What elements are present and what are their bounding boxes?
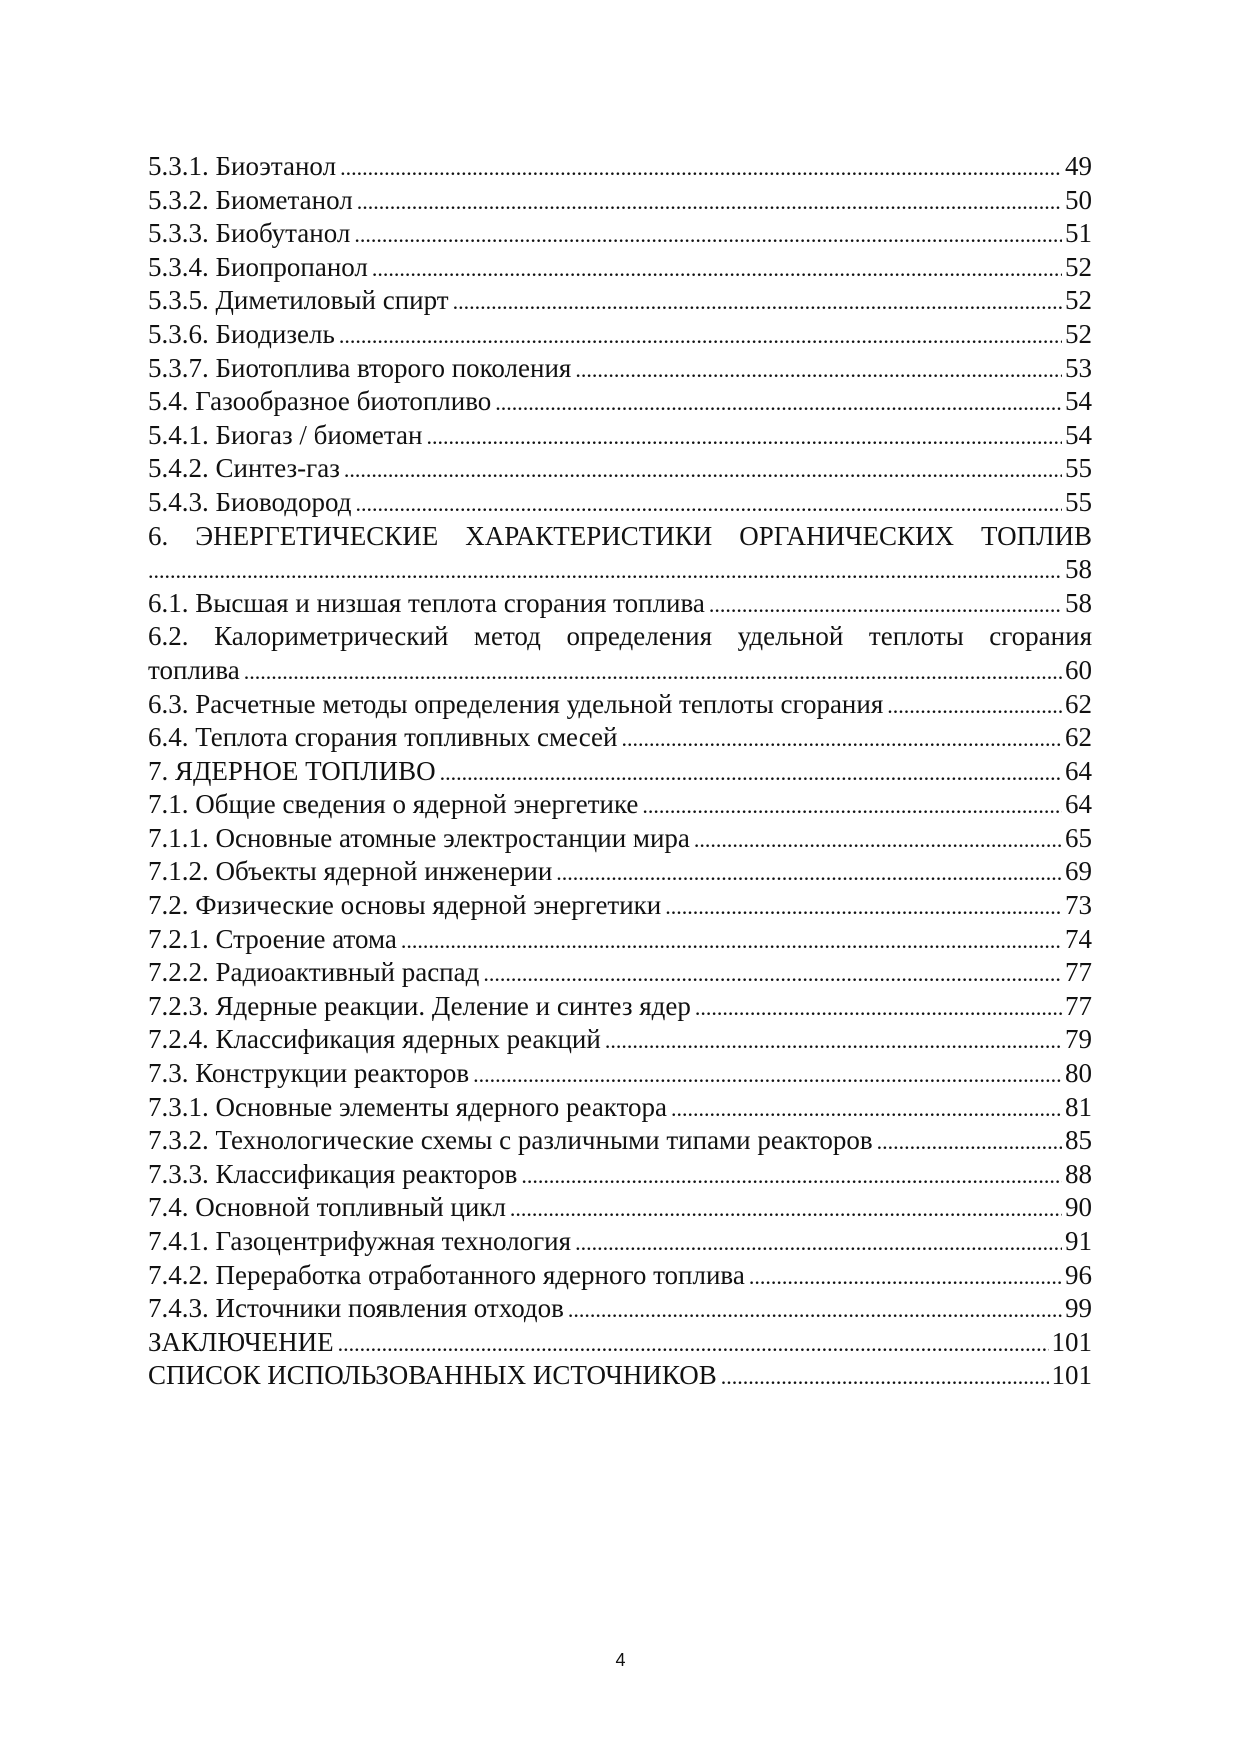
toc-entry-title: 5.4. Газообразное биотопливо <box>148 386 492 417</box>
toc-leader-dots <box>339 319 1062 352</box>
toc-entry-page: 64 <box>1065 789 1092 820</box>
page-number: 4 <box>615 1650 626 1670</box>
toc-entry-page: 50 <box>1065 184 1092 215</box>
toc-entry-page: 90 <box>1065 1192 1092 1223</box>
toc-entry[interactable] <box>148 1259 1092 1293</box>
toc-entry[interactable] <box>148 889 1092 923</box>
toc-leader-dots <box>665 890 1062 923</box>
toc-leader-dots <box>671 1092 1062 1125</box>
toc-leader-dots <box>473 1058 1062 1091</box>
toc-entry-heading-line[interactable] <box>148 520 1092 554</box>
toc-entry-title: 5.3.1. Биоэтанол <box>148 151 337 181</box>
toc-entry[interactable] <box>148 587 1092 621</box>
toc-entry[interactable] <box>148 1359 1092 1393</box>
toc-entry-page: 52 <box>1065 318 1092 349</box>
toc-entry-title: 7. ЯДЕРНОЕ ТОПЛИВО <box>148 755 436 786</box>
toc-leader-dots <box>495 386 1062 419</box>
toc-entry-title: 7.2.3. Ядерные реакции. Деление и синтез ядер <box>148 990 691 1021</box>
toc-leader-dots <box>401 924 1062 957</box>
toc-entry-page: 99 <box>1065 1293 1092 1324</box>
toc-entry[interactable] <box>148 486 1092 520</box>
toc-leader-dots <box>695 991 1062 1024</box>
toc-leader-dots <box>244 655 1062 688</box>
toc-entry-title: 6. ЭНЕРГЕТИЧЕСКИЕ ХАРАКТЕРИСТИКИ ОРГАНИЧЕСКИХ ТОПЛИВ <box>148 520 1092 551</box>
toc-leader-dots <box>148 554 1062 587</box>
toc-entry-title: 7.4.2. Переработка отработанного ядерного топлива <box>148 1259 745 1290</box>
toc-entry-title: 7.3.1. Основные элементы ядерного реактора <box>148 1091 667 1122</box>
toc-entry-title: СПИСОК ИСПОЛЬЗОВАННЫХ ИСТОЧНИКОВ <box>148 1360 717 1391</box>
toc-entry-title: 5.4.2. Синтез-газ <box>148 453 340 484</box>
toc-leader-dots <box>877 1125 1062 1158</box>
toc-entry-title: 7.2.4. Классификация ядерных реакций <box>148 1024 601 1055</box>
toc-entry-title: 6.2. Калориметрический метод определения удельной теплоты сгорания <box>148 621 1092 652</box>
toc-entry-title: 5.4.1. Биогаз / биометан <box>148 419 423 450</box>
toc-entry-title: 5.3.7. Биотоплива второго поколения <box>148 352 572 383</box>
toc-entry-title: 7.2.2. Радиоактивный распад <box>148 957 480 988</box>
toc-entry-title: ЗАКЛЮЧЕНИЕ <box>148 1326 334 1357</box>
toc-entry-title: 7.2.1. Строение атома <box>148 923 397 954</box>
toc-leader-dots <box>483 957 1062 990</box>
toc-entry[interactable] <box>148 1124 1092 1158</box>
toc-entry-title: 7.1. Общие сведения о ядерной энергетике <box>148 789 639 820</box>
toc-entry-title: 7.4. Основной топливный цикл <box>148 1192 506 1223</box>
toc-leader-dots <box>338 1327 1049 1360</box>
toc-entry[interactable] <box>148 855 1092 889</box>
toc-entry-page: 79 <box>1065 1024 1092 1055</box>
toc-entry-title: 7.3.3. Классификация реакторов <box>148 1158 518 1189</box>
toc-entry[interactable] <box>148 1292 1092 1326</box>
toc-entry-page: 81 <box>1065 1091 1092 1122</box>
toc-leader-dots <box>426 420 1062 453</box>
toc-entry-title: 7.4.3. Источники появления отходов <box>148 1293 564 1324</box>
toc-entry[interactable] <box>148 1158 1092 1192</box>
toc-entry-page: 64 <box>1065 755 1092 786</box>
toc-entry-continuation[interactable] <box>148 654 1092 688</box>
toc-entry-page: 73 <box>1065 890 1092 921</box>
toc-leader-dots <box>372 252 1062 285</box>
toc-entry-page: 58 <box>1065 554 1092 585</box>
toc-entry[interactable] <box>148 822 1092 856</box>
toc-entry[interactable] <box>148 923 1092 957</box>
toc-leader-dots <box>340 151 1062 184</box>
toc-entry[interactable] <box>148 1091 1092 1125</box>
toc-entry[interactable] <box>148 217 1092 251</box>
toc-entry-title: 7.1.1. Основные атомные электростанции мира <box>148 822 690 853</box>
toc-entry-title: 7.4.1. Газоцентрифужная технология <box>148 1226 572 1256</box>
toc-entry-title: 6.3. Расчетные методы определения удельной теплоты сгорания <box>148 688 884 719</box>
toc-leader-dots <box>357 185 1062 218</box>
toc-entry-title: 7.1.2. Объекты ядерной инженерии <box>148 856 553 887</box>
toc-entry-page: 96 <box>1065 1259 1092 1290</box>
toc-entry-heading-line[interactable] <box>148 620 1092 654</box>
toc-leader-dots <box>749 1260 1062 1293</box>
toc-entry[interactable] <box>148 1023 1092 1057</box>
toc-entry-title: 6.4. Теплота сгорания топливных смесей <box>148 722 618 753</box>
toc-entry[interactable] <box>148 1326 1092 1360</box>
toc-entry-title: 7.2. Физические основы ядерной энергетики <box>148 890 662 921</box>
toc-leader-dots <box>575 1226 1062 1259</box>
toc-entry[interactable] <box>148 352 1092 386</box>
toc-leader-dots <box>355 487 1062 520</box>
toc-entry-title-continued: топлива <box>148 654 240 685</box>
toc-leader-dots <box>887 689 1062 722</box>
toc-entry[interactable] <box>148 318 1092 352</box>
toc-leader-dots <box>642 789 1062 822</box>
toc-entry-title: 5.3.6. Биодизель <box>148 318 335 349</box>
toc-entry[interactable] <box>148 788 1092 822</box>
toc-entry-page: 91 <box>1065 1226 1092 1256</box>
toc-entry-page: 80 <box>1065 1058 1092 1089</box>
toc-entry-page: 52 <box>1065 285 1092 316</box>
toc-entry[interactable] <box>148 1057 1092 1091</box>
toc-entry-title: 5.4.3. Биоводород <box>148 486 352 517</box>
toc-entry-page: 60 <box>1065 654 1092 685</box>
toc-entry[interactable] <box>148 251 1092 285</box>
toc-entry[interactable] <box>148 755 1092 789</box>
toc-entry-page: 77 <box>1065 990 1092 1021</box>
toc-entry-page: 53 <box>1065 352 1092 383</box>
toc-entry-title: 7.3.2. Технологические схемы с различными типами реакторов <box>148 1125 873 1156</box>
toc-entry-page: 101 <box>1051 1326 1092 1357</box>
toc-entry[interactable] <box>148 990 1092 1024</box>
toc-entry[interactable] <box>148 184 1092 218</box>
toc-entry[interactable] <box>148 419 1092 453</box>
toc-entry-page: 55 <box>1065 486 1092 517</box>
toc-leader-dots <box>694 823 1062 856</box>
toc-entry-page: 49 <box>1065 151 1092 181</box>
toc-entry[interactable] <box>148 452 1092 486</box>
toc-entry-page: 51 <box>1065 218 1092 249</box>
toc-leader-dots <box>575 353 1062 386</box>
toc-entry-page: 69 <box>1065 856 1092 887</box>
toc-entry-page: 88 <box>1065 1158 1092 1189</box>
toc-leader-dots <box>440 756 1062 789</box>
toc-entry-title: 5.3.4. Биопропанол <box>148 251 368 282</box>
toc-leader-dots <box>605 1024 1062 1057</box>
toc-entry-page: 62 <box>1065 688 1092 719</box>
toc-entry-page: 54 <box>1065 419 1092 450</box>
toc-entry[interactable] <box>148 284 1092 318</box>
toc-entry-title: 5.3.2. Биометанол <box>148 184 353 215</box>
toc-entry[interactable] <box>148 721 1092 755</box>
toc-entry-title: 7.3. Конструкции реакторов <box>148 1058 470 1089</box>
toc-leader-dots <box>453 285 1062 318</box>
toc-leader-dots <box>621 722 1062 755</box>
toc-entry-page: 52 <box>1065 251 1092 282</box>
toc-leader-dots <box>354 218 1062 251</box>
toc-leader-dots <box>344 453 1062 486</box>
toc-entry-page: 65 <box>1065 822 1092 853</box>
toc-entry-title: 5.3.3. Биобутанол <box>148 218 351 249</box>
toc-leader-dots <box>709 588 1062 621</box>
toc-entry[interactable] <box>148 1191 1092 1225</box>
toc-entry[interactable] <box>148 1225 1092 1259</box>
toc-entry-title: 5.3.5. Диметиловый спирт <box>148 285 449 316</box>
toc-entry[interactable] <box>148 956 1092 990</box>
toc-entry-page: 85 <box>1065 1125 1092 1156</box>
toc-leader-dots <box>568 1293 1062 1326</box>
toc-leader-dots <box>510 1192 1062 1225</box>
toc-entry-page: 74 <box>1065 923 1092 954</box>
toc-entry-page: 62 <box>1065 722 1092 753</box>
toc-entry-page: 55 <box>1065 453 1092 484</box>
toc-entry-page: 54 <box>1065 386 1092 417</box>
toc-entry-title: 6.1. Высшая и низшая теплота сгорания топлива <box>148 587 705 618</box>
toc-entry[interactable] <box>148 385 1092 419</box>
toc-leader-dots <box>556 856 1062 889</box>
table-of-contents <box>148 150 1092 1393</box>
toc-entry-continuation[interactable] <box>148 553 1092 587</box>
toc-leader-dots <box>721 1360 1049 1393</box>
toc-entry[interactable] <box>148 150 1092 184</box>
toc-leader-dots <box>521 1159 1062 1192</box>
toc-entry[interactable] <box>148 688 1092 722</box>
toc-entry-page: 77 <box>1065 957 1092 988</box>
toc-entry-page: 101 <box>1051 1360 1092 1391</box>
toc-entry-page: 58 <box>1065 587 1092 618</box>
